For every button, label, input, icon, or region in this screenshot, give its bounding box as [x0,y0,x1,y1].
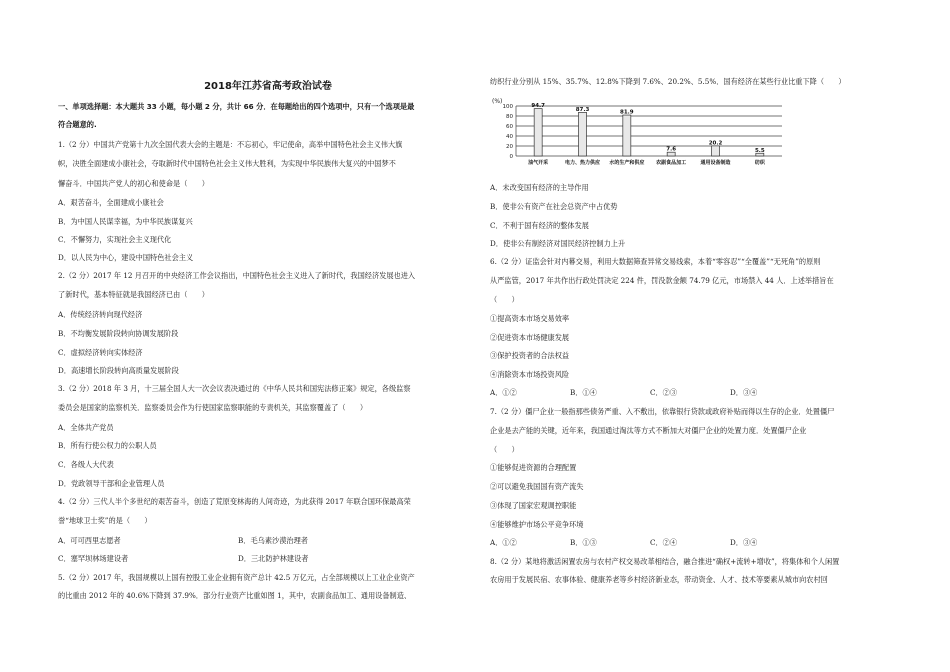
q2-stem-line2: 了新时代，基本特征就是我国经济已由（ ） [58,290,209,299]
q7-option-d[interactable]: D．③④ [730,538,758,547]
chart-category-label: 纺织 [754,160,765,166]
q6-item-3: ③保护投资者的合法权益 [490,351,570,360]
chart-category-label: 水的生产和供应 [609,160,645,166]
q5-stem-line2: 的比重由 2012 年的 40.6%下降到 37.9%．部分行业资产比重如图 1，其中，农副食品加工、通用设备制造、 [58,591,412,600]
chart-y-tick-label: 60 [506,124,513,130]
q5-stem-line3: 纺织行业分别从 15%、35.7%、12.8%下降到 7.6%、20.2%、5.5%．国有经济在某些行业比重下降（ ） [490,77,846,86]
chart-bar [534,109,542,156]
q4-option-b[interactable]: B．毛乌素沙漠治理者 [238,536,308,545]
q8-stem-line2: 农房用于发展民宿、农事体验、健康养老等乡村经济新业态，带动资金、人才、技术等要素从城市向农村回 [490,575,828,584]
chart-value-label: 94.7 [531,103,545,110]
q5-option-d[interactable]: D．使非公有制经济对国民经济控制力上升 [490,239,626,248]
q7-option-c[interactable]: C．②④ [650,538,678,547]
q4-option-a[interactable]: A．可可西里志愿者 [58,536,121,545]
q1-option-c[interactable]: C．不懈努力，实现社会主义现代化 [58,235,172,244]
q2-option-b[interactable]: B．不均衡发展阶段转向协调发展阶段 [58,329,179,338]
q8-stem-line1: 8.（2 分）某地将激活闲置农房与农村产权交易改革相结合，融合推进“确权+流转+增收”，将集体和个人闲置 [490,557,840,566]
q5-stem-line1: 5.（2 分）2017 年，我国规模以上国有控股工业企业拥有资产总计 42.5 万亿元，占全部规模以上工业企业资产 [58,573,415,582]
chart-y-tick-label: 20 [506,144,513,150]
q1-stem-line3: 懈奋斗．中国共产党人的初心和使命是（ ） [58,179,209,188]
q6-item-4: ④消除资本市场投资风险 [490,370,570,379]
q6-option-b[interactable]: B．①④ [570,388,597,397]
q1-option-a[interactable]: A．艰苦奋斗，全面建成小康社会 [58,198,164,207]
chart-y-tick-label: 0 [509,154,513,160]
q5-option-a[interactable]: A．未改变国有经济的主导作用 [490,183,589,192]
q3-stem-line2: 委员会是国家的监察机关．监察委员会作为行使国家监察职能的专责机关，其监察覆盖了（ ） [58,403,368,412]
q2-option-c[interactable]: C．虚拟经济转向实体经济 [58,348,143,357]
q7-stem-line2: 企业是去产能的关键，近年来，我国通过淘汰等方式不断加大对僵尸企业的处置力度．处置僵尸企业 [490,426,807,435]
q4-stem-line2: 誉“地球卫士奖”的是（ ） [58,516,152,525]
q6-item-2: ②促进资本市场健康发展 [490,333,570,342]
q5-bar-chart [490,96,790,176]
chart-value-label: 81.9 [620,109,634,116]
q7-stem-line3: （ ） [490,445,519,454]
q3-option-d[interactable]: D．党政领导干部和企业管理人员 [58,479,165,488]
chart-value-label: 5.5 [754,147,765,154]
q4-option-d[interactable]: D．三北防护林建设者 [238,554,309,563]
q7-item-4: ④能够维护市场公平竞争环境 [490,520,584,529]
chart-y-tick-label: 100 [502,104,513,110]
q7-option-a[interactable]: A．①② [490,538,517,547]
q7-item-2: ②可以避免我国国有资产流失 [490,482,584,491]
q5-option-c[interactable]: C．不利于国有经济的整体发展 [490,221,589,230]
q7-option-b[interactable]: B．①③ [570,538,597,547]
q7-item-3: ③体现了国家宏观调控职能 [490,501,577,510]
chart-bar [667,152,675,156]
q6-stem-line3: （ ） [490,295,519,304]
chart-y-unit: (%) [492,98,503,105]
chart-bar [712,146,720,156]
q6-stem-line1: 6.（2 分）证监会针对内幕交易，利用大数据筛查异常交易线索，本着“零容忍”“全覆盖”“无死角”的原则 [490,257,821,266]
q4-stem-line1: 4.（2 分）三代人半个多世纪的艰苦奋斗，创造了荒原变林海的人间奇迹，为此获得 2017 年联合国环保最高荣 [58,497,411,506]
chart-category-label: 电力、热力供应 [564,160,601,166]
q1-option-d[interactable]: D．以人民为中心，建设中国特色社会主义 [58,253,194,262]
q2-option-a[interactable]: A．传统经济转向现代经济 [58,310,143,319]
q3-option-c[interactable]: C．各级人大代表 [58,460,114,469]
chart-bar [623,115,631,156]
q6-option-a[interactable]: A．①② [490,388,517,397]
q2-stem-line1: 2.（2 分）2017 年 12 月召开的中央经济工作会议指出，中国特色社会主义进入了新时代，我国经济发展也进入 [58,271,416,280]
q1-option-b[interactable]: B．为中国人民谋幸福，为中华民族谋复兴 [58,217,193,226]
q5-option-b[interactable]: B．使非公有资产在社会总资产中占优势 [490,202,618,211]
section-heading-line2: 符合题意的. [58,120,97,129]
q2-option-d[interactable]: D．高速增长阶段转向高质量发展阶段 [58,366,179,375]
chart-category-label: 油气开采 [528,160,549,166]
q6-option-d[interactable]: D．③④ [730,388,758,397]
chart-value-label: 20.2 [708,140,723,147]
exam-title: 2018年江苏省高考政治试卷 [204,81,332,92]
q1-stem-line2: 帜，决胜全面建成小康社会，夺取新时代中国特色社会主义伟大胜利，为实现中华民族伟大复兴的中国梦不 [58,159,396,168]
q7-stem-line1: 7.（2 分）僵尸企业一般指那些债务严重、入不敷出，依靠银行贷款或政府补贴而得以生存的企业．处置僵尸 [490,407,835,416]
q6-option-c[interactable]: C．②③ [650,388,678,397]
q1-stem-line1: 1.（2 分）中国共产党第十九次全国代表大会的主题是：不忘初心，牢记使命，高举中国特色社会主义伟大旗 [58,140,403,149]
q3-option-b[interactable]: B．所有行使公权力的公职人员 [58,441,157,450]
chart-category-label: 农副食品加工 [656,160,687,166]
q7-item-1: ①能够促进资源的合理配置 [490,463,577,472]
chart-value-label: 87.3 [575,106,590,113]
q3-stem-line1: 3.（2 分）2018 年 3 月，十三届全国人大一次会议表决通过的《中华人民共和国宪法修正案》规定，各级监察 [58,384,411,393]
q6-stem-line2: 从严监管，2017 年共作出行政处罚决定 224 件，罚没款金额 74.79 亿元，市场禁入 44 人．上述举措旨在 [490,276,834,285]
chart-y-tick-label: 80 [506,114,513,120]
q3-option-a[interactable]: A．全体共产党员 [58,423,114,432]
q6-item-1: ①提高资本市场交易效率 [490,314,570,323]
chart-value-label: 7.6 [666,146,677,153]
chart-category-label: 通用设备制造 [700,160,731,166]
q4-option-c[interactable]: C．塞罕坝林场建设者 [58,554,129,563]
section-heading-line1: 一、单项选择题：本大题共 33 小题，每小题 2 分，共计 66 分．在每题给出的四个选项中，只有一个选项是最 [58,102,415,111]
chart-bar [579,112,587,156]
chart-y-tick-label: 40 [506,134,513,140]
